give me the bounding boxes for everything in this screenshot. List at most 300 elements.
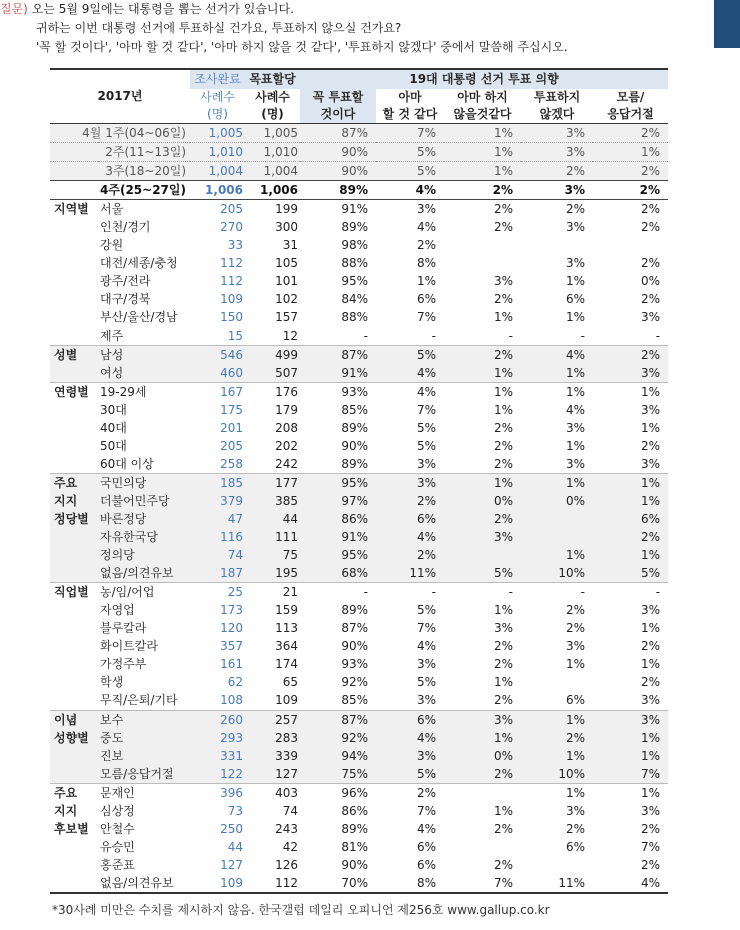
value-cell: 86% xyxy=(300,510,376,528)
value-cell: 3% xyxy=(565,639,585,654)
table-row xyxy=(50,437,668,455)
target-count: 199 xyxy=(275,202,298,217)
group-label-cell xyxy=(50,765,98,784)
done-count: 73 xyxy=(227,803,243,818)
value-cell: 3% xyxy=(641,603,661,618)
table-row xyxy=(50,564,668,583)
target-count: 208 xyxy=(275,420,298,435)
value-cell: 89% xyxy=(300,181,376,200)
value-cell: 98% xyxy=(341,238,368,253)
value-cell: 8% xyxy=(376,874,444,893)
segment-label: 여성 xyxy=(98,364,190,383)
value-cell: 1% xyxy=(593,729,668,747)
value-cell: 2% xyxy=(641,292,661,307)
segment-label: 자영업 xyxy=(100,603,135,618)
table-row xyxy=(50,254,668,272)
target-count: 499 xyxy=(245,345,300,364)
group-label-cell: 연령별 xyxy=(50,382,98,401)
table-row xyxy=(50,218,668,236)
value-cell: 3% xyxy=(416,693,436,708)
target-count: 177 xyxy=(245,473,300,492)
group-label-cell: 주요 xyxy=(50,473,98,492)
segment-label: 자유한국당 xyxy=(98,528,190,546)
value-cell: 3% xyxy=(641,456,661,471)
segment-label: 농/임/어업 xyxy=(98,583,190,602)
target-count: 102 xyxy=(275,292,298,307)
value-cell: 2% xyxy=(641,220,661,235)
value-cell: 2% xyxy=(493,821,513,836)
value-cell: 6% xyxy=(565,839,585,854)
value-cell xyxy=(444,236,521,254)
target-count: 202 xyxy=(275,438,298,453)
value-cell: 6% xyxy=(376,510,444,528)
target-count: 242 xyxy=(275,456,298,471)
value-cell: 3% xyxy=(641,803,661,818)
value-cell: 7% xyxy=(641,839,661,854)
group-label-cell xyxy=(50,272,98,290)
done-count: 1,004 xyxy=(190,162,245,181)
value-cell: 6% xyxy=(565,292,585,307)
header-col-2: 아마 할 것 같다 xyxy=(376,89,444,124)
value-cell: 1% xyxy=(565,657,585,672)
value-cell: 2% xyxy=(565,202,585,217)
group-label-cell xyxy=(50,564,98,583)
done-count: 201 xyxy=(220,420,243,435)
group-label-cell xyxy=(50,655,98,673)
week-row xyxy=(50,181,668,200)
value-cell: - xyxy=(655,328,661,343)
table-row xyxy=(50,619,668,637)
value-cell: 2% xyxy=(641,857,661,872)
done-count: 205 xyxy=(220,438,243,453)
value-cell: 89% xyxy=(341,420,368,435)
table-row xyxy=(50,729,668,747)
group-label-cell: 성향별 xyxy=(50,729,98,747)
value-cell xyxy=(521,856,593,874)
target-count: 243 xyxy=(275,821,298,836)
value-cell: 4% xyxy=(593,874,668,893)
header-target-bot: (명) xyxy=(245,106,300,124)
value-cell: - xyxy=(521,583,593,602)
group-label-cell: 지지 xyxy=(50,492,98,510)
group-label-cell xyxy=(50,601,98,619)
done-count: 270 xyxy=(220,220,243,235)
value-cell: 6% xyxy=(593,510,668,528)
value-cell: 2% xyxy=(521,729,593,747)
table-row xyxy=(50,510,668,528)
question-block xyxy=(0,0,568,57)
value-cell: 84% xyxy=(341,292,368,307)
value-cell: 89% xyxy=(341,603,368,618)
value-cell: 3% xyxy=(416,657,436,672)
value-cell: 91% xyxy=(300,528,376,546)
value-cell: 2% xyxy=(444,765,521,784)
value-cell: 1% xyxy=(444,473,521,492)
table-row xyxy=(50,290,668,308)
value-cell: 3% xyxy=(444,710,521,729)
segment-label: 보수 xyxy=(98,710,190,729)
value-cell xyxy=(521,528,593,546)
value-cell: 2% xyxy=(444,345,521,364)
value-cell: 2% xyxy=(565,621,585,636)
segment-label: 30대 xyxy=(100,402,127,417)
value-cell: 96% xyxy=(300,783,376,802)
done-count: 175 xyxy=(220,402,243,417)
value-cell: 2% xyxy=(493,456,513,471)
week-row xyxy=(50,162,668,181)
value-cell: 2% xyxy=(593,124,668,143)
target-count: 364 xyxy=(275,639,298,654)
done-count: 173 xyxy=(220,603,243,618)
done-count: 116 xyxy=(190,528,245,546)
group-label-cell: 지역별 xyxy=(54,202,89,217)
week-label: 2주(11~13일) xyxy=(50,143,190,162)
segment-label: 중도 xyxy=(98,729,190,747)
target-count: 403 xyxy=(245,783,300,802)
segment-label: 인천/경기 xyxy=(100,220,151,235)
done-count: 379 xyxy=(190,492,245,510)
value-cell: 95% xyxy=(341,274,368,289)
target-count: 385 xyxy=(245,492,300,510)
value-cell: 7% xyxy=(416,310,436,325)
value-cell: 1% xyxy=(521,364,593,383)
value-cell: 3% xyxy=(493,621,513,636)
value-cell: 0% xyxy=(521,492,593,510)
target-count: 159 xyxy=(275,603,298,618)
group-label-cell xyxy=(50,747,98,765)
table-row xyxy=(50,838,668,856)
week-label: 4월 1주(04~06일) xyxy=(50,124,190,143)
target-count: 111 xyxy=(245,528,300,546)
value-cell: 5% xyxy=(376,143,444,162)
value-cell: 3% xyxy=(565,456,585,471)
value-cell: 1% xyxy=(493,675,513,690)
header-target-mid: 사례수 xyxy=(245,89,300,106)
value-cell xyxy=(444,546,521,564)
value-cell: 3% xyxy=(593,364,668,383)
value-cell: 4% xyxy=(416,639,436,654)
value-cell: 90% xyxy=(300,162,376,181)
value-cell: 0% xyxy=(444,747,521,765)
header-col-5: 모름/ 응답거절 xyxy=(593,89,668,124)
value-cell: 4% xyxy=(521,345,593,364)
group-label-cell xyxy=(50,455,98,474)
value-cell: 1% xyxy=(444,143,521,162)
value-cell: 68% xyxy=(300,564,376,583)
value-cell: 2% xyxy=(593,528,668,546)
group-label-cell xyxy=(50,673,98,691)
group-label-cell: 주요 xyxy=(50,783,98,802)
done-count: 546 xyxy=(190,345,245,364)
value-cell: 1% xyxy=(593,783,668,802)
value-cell: 4% xyxy=(376,364,444,383)
target-count: 176 xyxy=(245,382,300,401)
value-cell: 1% xyxy=(521,473,593,492)
table-row xyxy=(50,308,668,326)
segment-label: 50대 xyxy=(100,438,127,453)
value-cell: 0% xyxy=(444,492,521,510)
done-count: 187 xyxy=(190,564,245,583)
footnote: *30사례 미만은 수치를 제시하지 않음. 한국갤럽 데일리 오피니언 제256호 www.gallup.co.kr xyxy=(52,903,550,917)
value-cell: 1% xyxy=(444,364,521,383)
value-cell: 5% xyxy=(416,438,436,453)
value-cell: 8% xyxy=(416,256,436,271)
done-count: 108 xyxy=(220,693,243,708)
value-cell: 1% xyxy=(444,729,521,747)
done-count: 62 xyxy=(227,675,243,690)
group-label-cell xyxy=(50,691,98,710)
value-cell: 97% xyxy=(300,492,376,510)
value-cell: 3% xyxy=(521,143,593,162)
done-count: 205 xyxy=(220,202,243,217)
value-cell: - xyxy=(580,328,585,343)
target-count: 179 xyxy=(275,402,298,417)
group-label-cell xyxy=(50,528,98,546)
done-count: 331 xyxy=(190,747,245,765)
value-cell: 3% xyxy=(593,710,668,729)
target-count: 44 xyxy=(245,510,300,528)
table-row xyxy=(50,783,668,802)
value-cell: 91% xyxy=(300,364,376,383)
header-done-bot: (명) xyxy=(190,106,245,124)
week-row xyxy=(50,143,668,162)
segment-label: 대구/경북 xyxy=(100,292,151,307)
segment-label: 40대 xyxy=(100,420,127,435)
value-cell: - xyxy=(593,583,668,602)
table-row xyxy=(50,492,668,510)
table-row xyxy=(50,528,668,546)
target-count: 174 xyxy=(275,657,298,672)
value-cell: 5% xyxy=(593,564,668,583)
target-count: 195 xyxy=(245,564,300,583)
header-done-top: 조사완료 xyxy=(190,69,245,89)
value-cell: 3% xyxy=(641,310,661,325)
value-cell: 5% xyxy=(416,603,436,618)
target-count: 1,006 xyxy=(245,181,300,200)
value-cell: 90% xyxy=(341,639,368,654)
table-row xyxy=(50,327,668,346)
value-cell xyxy=(521,510,593,528)
value-cell: 1% xyxy=(493,310,513,325)
value-cell: 2% xyxy=(493,220,513,235)
table-row xyxy=(50,765,668,784)
group-label-cell: 이념 xyxy=(50,710,98,729)
value-cell: 2% xyxy=(565,821,585,836)
table-row xyxy=(50,710,668,729)
value-cell: 1% xyxy=(416,274,436,289)
value-cell: 2% xyxy=(493,202,513,217)
value-cell: 10% xyxy=(521,564,593,583)
table-row xyxy=(50,382,668,401)
done-count: 357 xyxy=(220,639,243,654)
value-cell: 3% xyxy=(565,420,585,435)
value-cell: - xyxy=(444,583,521,602)
table-row xyxy=(50,802,668,820)
done-count: 167 xyxy=(190,382,245,401)
table-row xyxy=(50,272,668,290)
group-label-cell: 직업별 xyxy=(50,583,98,602)
value-cell xyxy=(444,254,521,272)
value-cell: 2% xyxy=(493,292,513,307)
value-cell: 1% xyxy=(593,382,668,401)
value-cell: 93% xyxy=(300,382,376,401)
week-label: 4주(25~27일) xyxy=(50,181,190,200)
value-cell: 6% xyxy=(416,292,436,307)
segment-label: 모름/응답거절 xyxy=(98,765,190,784)
target-count: 113 xyxy=(275,621,298,636)
value-cell: 2% xyxy=(376,783,444,802)
value-cell: 3% xyxy=(376,747,444,765)
value-cell: 1% xyxy=(521,710,593,729)
value-cell: 94% xyxy=(300,747,376,765)
group-label-cell xyxy=(50,856,98,874)
value-cell: 3% xyxy=(565,803,585,818)
done-count: 109 xyxy=(190,874,245,893)
value-cell: 3% xyxy=(416,202,436,217)
value-cell: 11% xyxy=(376,564,444,583)
value-cell: 2% xyxy=(493,657,513,672)
value-cell: 10% xyxy=(521,765,593,784)
value-cell: 5% xyxy=(416,675,436,690)
value-cell: 1% xyxy=(593,546,668,564)
value-cell: 3% xyxy=(641,402,661,417)
done-count: 25 xyxy=(190,583,245,602)
value-cell: 3% xyxy=(565,256,585,271)
value-cell: 5% xyxy=(416,420,436,435)
value-cell: 7% xyxy=(376,124,444,143)
done-count: 250 xyxy=(220,821,243,836)
question-line-2: 귀하는 이번 대통령 선거에 투표하실 건가요, 투표하지 않으실 건가요? xyxy=(36,21,402,35)
value-cell: - xyxy=(300,583,376,602)
target-count: 31 xyxy=(282,238,298,253)
target-count: 157 xyxy=(275,310,298,325)
group-label-cell: 성별 xyxy=(50,345,98,364)
value-cell: 2% xyxy=(493,639,513,654)
value-cell: 92% xyxy=(341,675,368,690)
target-count: 109 xyxy=(275,693,298,708)
done-count: 1,010 xyxy=(190,143,245,162)
segment-label: 정의당 xyxy=(98,546,190,564)
group-label-cell xyxy=(50,637,98,655)
target-count: 1,005 xyxy=(245,124,300,143)
value-cell: 1% xyxy=(593,492,668,510)
value-cell: 1% xyxy=(493,803,513,818)
table-row xyxy=(50,601,668,619)
value-cell: 1% xyxy=(565,310,585,325)
corner-accent-block xyxy=(714,0,740,48)
segment-label: 안철수 xyxy=(100,821,135,836)
value-cell: 2% xyxy=(641,256,661,271)
segment-label: 홍준표 xyxy=(100,857,135,872)
segment-label: 19-29세 xyxy=(98,382,190,401)
value-cell: 81% xyxy=(341,839,368,854)
value-cell: 7% xyxy=(444,874,521,893)
value-cell: 4% xyxy=(376,729,444,747)
value-cell: 3% xyxy=(493,274,513,289)
done-count: 74 xyxy=(190,546,245,564)
question-line-3: '꼭 할 것이다', '아마 할 것 같다', '아마 하지 않을 것 같다', '투표하지 않겠다' 중에서 말씀해 주십시오. xyxy=(36,40,568,54)
group-label-cell xyxy=(50,419,98,437)
value-cell xyxy=(521,673,593,691)
value-cell: 1% xyxy=(593,143,668,162)
value-cell: 70% xyxy=(300,874,376,893)
segment-label: 광주/전라 xyxy=(100,274,151,289)
target-count: 127 xyxy=(245,765,300,784)
group-label-cell xyxy=(50,619,98,637)
value-cell: - xyxy=(431,328,436,343)
value-cell: 4% xyxy=(376,382,444,401)
table-row xyxy=(50,546,668,564)
value-cell: 1% xyxy=(521,783,593,802)
value-cell: 2% xyxy=(565,603,585,618)
target-count: 75 xyxy=(245,546,300,564)
value-cell: 88% xyxy=(341,256,368,271)
value-cell: 3% xyxy=(376,473,444,492)
target-count: 257 xyxy=(245,710,300,729)
segment-label: 학생 xyxy=(100,675,124,690)
value-cell: 1% xyxy=(565,438,585,453)
value-cell: 4% xyxy=(376,181,444,200)
value-cell: 3% xyxy=(416,456,436,471)
done-count: 460 xyxy=(190,364,245,383)
group-label-cell xyxy=(50,364,98,383)
value-cell: 87% xyxy=(300,124,376,143)
table-row xyxy=(50,673,668,691)
value-cell: 6% xyxy=(565,693,585,708)
group-label-cell xyxy=(50,218,98,236)
header-target-top: 목표할당 xyxy=(245,69,300,89)
target-count: 1,010 xyxy=(245,143,300,162)
target-count: 112 xyxy=(245,874,300,893)
target-count: 21 xyxy=(245,583,300,602)
done-count: 258 xyxy=(220,456,243,471)
segment-label: 진보 xyxy=(98,747,190,765)
value-cell: 90% xyxy=(300,143,376,162)
value-cell: 93% xyxy=(341,657,368,672)
group-label-cell xyxy=(50,254,98,272)
group-label-cell xyxy=(50,290,98,308)
value-cell: 3% xyxy=(521,181,593,200)
table-row xyxy=(50,236,668,254)
target-count: 42 xyxy=(282,839,298,854)
value-cell: 1% xyxy=(565,274,585,289)
value-cell: 2% xyxy=(493,857,513,872)
group-label-cell: 후보별 xyxy=(54,821,89,836)
value-cell: 1% xyxy=(593,473,668,492)
question-label: 질문) xyxy=(0,2,28,16)
value-cell: 87% xyxy=(300,345,376,364)
value-cell: 7% xyxy=(416,402,436,417)
segment-label: 국민의당 xyxy=(98,473,190,492)
value-cell: 6% xyxy=(416,857,436,872)
value-cell: 1% xyxy=(444,162,521,181)
value-cell: 89% xyxy=(341,821,368,836)
value-cell: 92% xyxy=(300,729,376,747)
value-cell: 0% xyxy=(641,274,661,289)
target-count: 101 xyxy=(275,274,298,289)
done-count: 44 xyxy=(227,839,243,854)
value-cell: 5% xyxy=(376,162,444,181)
value-cell: 2% xyxy=(641,675,661,690)
table-row xyxy=(50,401,668,419)
value-cell: 87% xyxy=(300,710,376,729)
header-col-3: 아마 하지 않을것같다 xyxy=(444,89,521,124)
group-label-cell xyxy=(50,437,98,455)
value-cell: 2% xyxy=(521,162,593,181)
value-cell: 2% xyxy=(641,639,661,654)
segment-label: 부산/울산/경남 xyxy=(100,310,178,325)
value-cell: 3% xyxy=(641,693,661,708)
